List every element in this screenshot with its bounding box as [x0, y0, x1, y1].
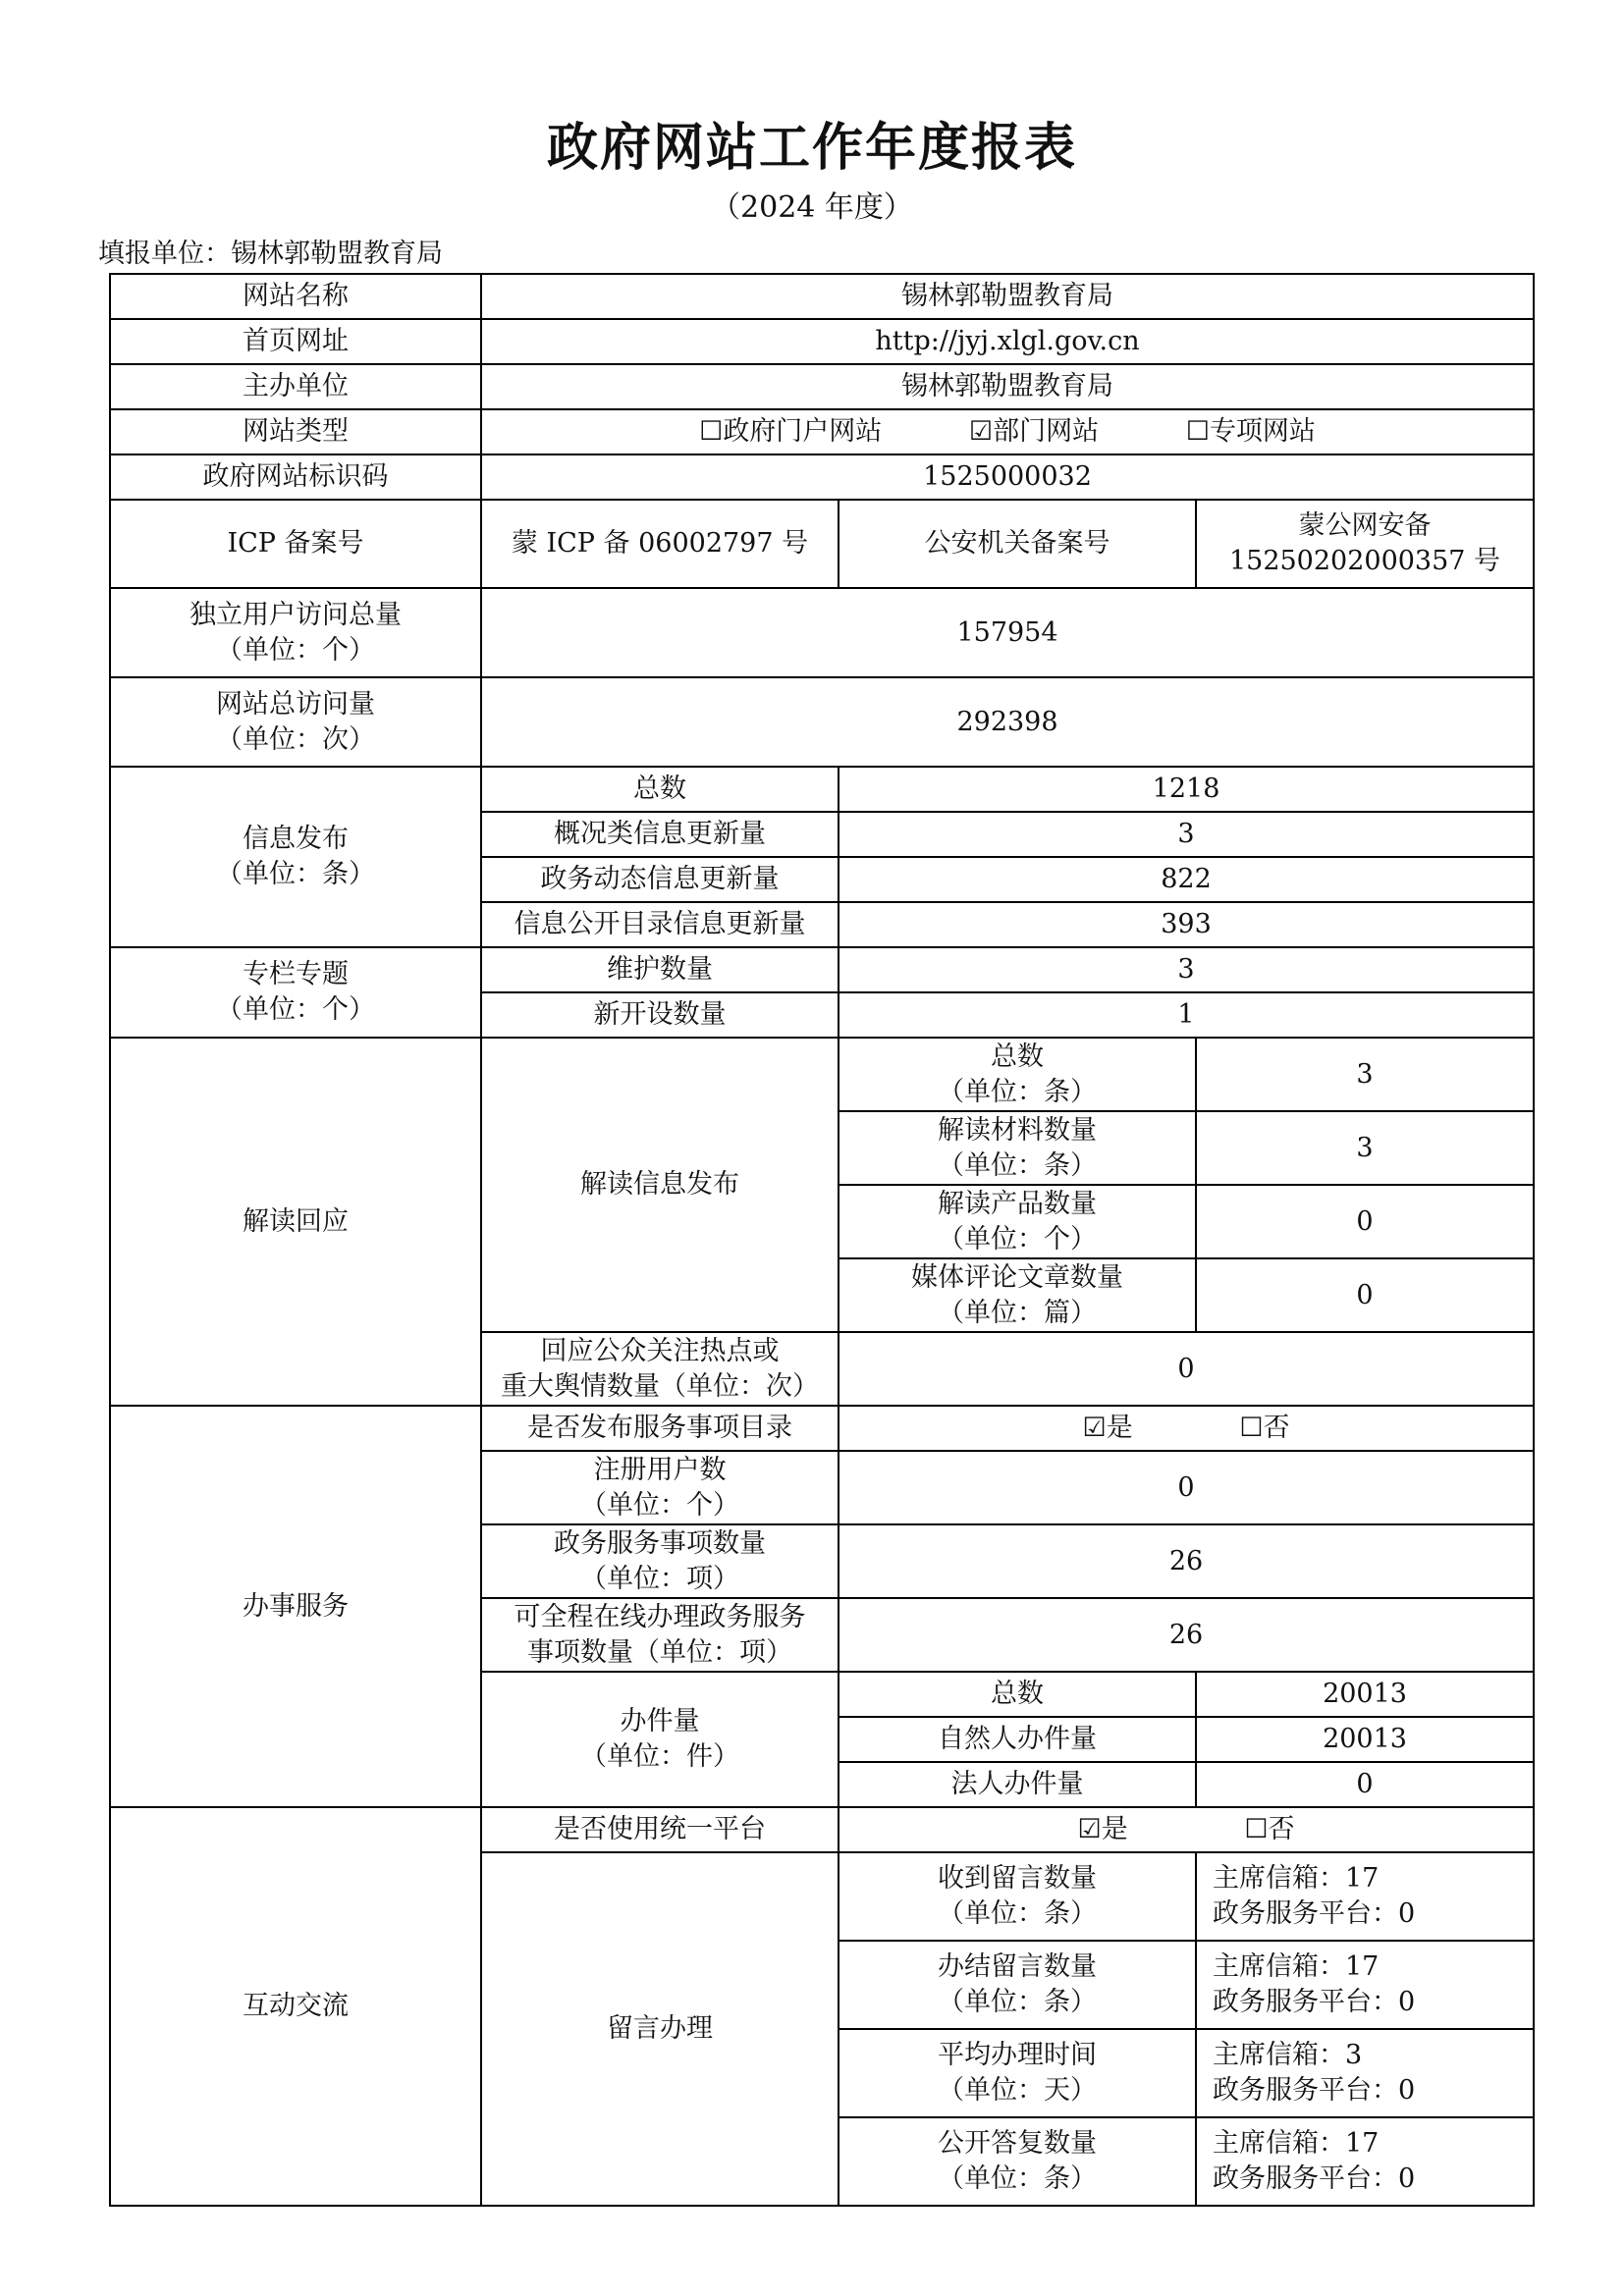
message-item-unit: （单位：条） [938, 1898, 1097, 1929]
row-total-visits [110, 677, 1534, 767]
registered-users-label-text: 注册用户数 [593, 1454, 727, 1485]
message-mailbox-count: 主席信箱：17 [1213, 1951, 1380, 1983]
icp-value: 蒙 ICP 备 06002797 号 [481, 500, 839, 588]
interp-item-name: 总数 [991, 1041, 1044, 1072]
service-items-label [481, 1524, 839, 1598]
site-name-value: 锡林郭勒盟教育局 [481, 274, 1534, 319]
site-name-label: 网站名称 [110, 274, 481, 319]
message-item-name: 办结留言数量 [938, 1951, 1097, 1983]
info-item-label: 总数 [481, 767, 839, 812]
columns-item-label: 维护数量 [481, 947, 839, 992]
interp-item-name: 解读产品数量 [938, 1188, 1097, 1219]
cases-item-label: 总数 [839, 1672, 1196, 1717]
row-site-name [110, 274, 1534, 319]
platform-yes-label: 是 [1101, 1814, 1128, 1845]
interp-item-value: 0 [1196, 1185, 1534, 1258]
message-item-value [1196, 1852, 1534, 1941]
columns-item-value: 1 [839, 992, 1534, 1038]
row-service-catalog [110, 1406, 1534, 1451]
row-unique-visitors [110, 588, 1534, 677]
interpretation-label: 解读回应 [110, 1038, 481, 1406]
message-item-name: 公开答复数量 [938, 2128, 1097, 2160]
info-item-value: 1218 [839, 767, 1534, 812]
row-site-type [110, 409, 1534, 454]
option-portal [699, 414, 882, 450]
interp-item-label [839, 1111, 1196, 1185]
platform-label: 是否使用统一平台 [481, 1807, 839, 1852]
catalog-yes-checkbox: ☑ [1082, 1413, 1107, 1444]
catalog-yes-label: 是 [1106, 1413, 1133, 1444]
interp-item-label [839, 1258, 1196, 1332]
columns-unit: （单位：个） [216, 994, 375, 1025]
message-item-unit: （单位：条） [938, 1987, 1097, 2017]
department-checkbox: ☑ [968, 416, 994, 448]
info-release-label-text: 信息发布 [243, 824, 349, 855]
message-item-unit: （单位：天） [938, 2075, 1097, 2106]
message-item-label [839, 2029, 1196, 2117]
icp-label: ICP 备案号 [110, 500, 481, 588]
message-item-value [1196, 2117, 1534, 2206]
catalog-no-label: 否 [1263, 1413, 1290, 1444]
service-catalog-label: 是否发布服务事项目录 [481, 1406, 839, 1451]
response-label [481, 1332, 839, 1406]
online-items-unit: 事项数量（单位：项） [527, 1636, 792, 1668]
info-item-label: 信息公开目录信息更新量 [481, 902, 839, 947]
option-special [1186, 414, 1316, 450]
homepage-label: 首页网址 [110, 319, 481, 364]
message-item-name: 收到留言数量 [938, 1863, 1097, 1895]
interp-item-unit: （单位：条） [938, 1076, 1097, 1107]
columns-label-text: 专栏专题 [243, 959, 349, 990]
interpretation-sub-label: 解读信息发布 [481, 1038, 839, 1332]
message-platform-count: 政务服务平台：0 [1213, 2163, 1416, 2194]
messages-label: 留言办理 [481, 1852, 839, 2206]
cases-item-value: 20013 [1196, 1717, 1534, 1762]
catalog-no-checkbox: ☐ [1239, 1413, 1264, 1444]
total-visits-value: 292398 [481, 677, 1534, 767]
total-visits-label-text: 网站总访问量 [216, 688, 375, 720]
special-checkbox: ☐ [1185, 416, 1210, 448]
registered-users-unit: （单位：个） [580, 1489, 739, 1521]
unique-visitors-label [110, 588, 481, 677]
message-item-value [1196, 1941, 1534, 2029]
interp-item-value: 0 [1196, 1258, 1534, 1332]
interp-item-value: 3 [1196, 1038, 1534, 1111]
message-platform-count: 政务服务平台：0 [1213, 1987, 1416, 2017]
registered-users-label [481, 1451, 839, 1524]
total-visits-label [110, 677, 481, 767]
service-items-unit: （单位：项） [580, 1563, 739, 1594]
services-label: 办事服务 [110, 1406, 481, 1807]
platform-no-label: 否 [1268, 1814, 1295, 1845]
interp-item-unit: （单位：条） [938, 1149, 1097, 1181]
platform-no-option [1244, 1812, 1294, 1847]
police-record-value [1196, 500, 1534, 588]
reporting-unit-value: 锡林郭勒盟教育局 [231, 239, 443, 269]
response-value: 0 [839, 1332, 1534, 1406]
service-items-label-text: 政务服务事项数量 [554, 1527, 766, 1559]
police-record-label: 公安机关备案号 [839, 500, 1196, 588]
online-items-label-text: 可全程在线办理政务服务 [514, 1601, 806, 1632]
portal-option-label: 政府门户网站 [723, 416, 883, 448]
service-items-value: 26 [839, 1524, 1534, 1598]
cases-unit: （单位：件） [580, 1741, 739, 1772]
columns-item-label: 新开设数量 [481, 992, 839, 1038]
site-type-label: 网站类型 [110, 409, 481, 454]
info-release-label [110, 767, 481, 947]
service-catalog-options [839, 1406, 1534, 1451]
unique-visitors-unit: （单位：个） [216, 634, 375, 666]
message-item-label [839, 1941, 1196, 2029]
interp-item-name: 解读材料数量 [938, 1114, 1097, 1146]
interaction-label: 互动交流 [110, 1807, 481, 2206]
sponsor-value: 锡林郭勒盟教育局 [481, 364, 1534, 409]
message-mailbox-count: 主席信箱：17 [1213, 1863, 1380, 1895]
row-interp-total [110, 1038, 1534, 1111]
info-release-unit: （单位：条） [216, 859, 375, 889]
row-info-total [110, 767, 1534, 812]
message-item-name: 平均办理时间 [938, 2040, 1097, 2071]
total-visits-unit: （单位：次） [216, 723, 375, 755]
cases-item-label: 法人办件量 [839, 1762, 1196, 1807]
report-title: 政府网站工作年度报表 [546, 119, 1077, 178]
message-platform-count: 政务服务平台：0 [1213, 2075, 1416, 2106]
info-item-value: 3 [839, 812, 1534, 857]
police-record-line-2: 15250202000357 号 [1228, 546, 1501, 576]
unique-visitors-label-text: 独立用户访问总量 [189, 599, 402, 630]
reporting-unit [98, 232, 443, 270]
info-item-value: 822 [839, 857, 1534, 902]
department-option-label: 部门网站 [993, 416, 1100, 448]
homepage-url: http://jyj.xlgl.gov.cn [481, 319, 1534, 364]
cases-item-value: 0 [1196, 1762, 1534, 1807]
site-id-label: 政府网站标识码 [110, 454, 481, 500]
interp-item-unit: （单位：个） [938, 1223, 1097, 1255]
registered-users-value: 0 [839, 1451, 1534, 1524]
message-mailbox-count: 主席信箱：17 [1213, 2128, 1380, 2160]
platform-yes-checkbox: ☑ [1077, 1814, 1102, 1845]
row-homepage [110, 319, 1534, 364]
row-sponsor [110, 364, 1534, 409]
row-unified-platform [110, 1807, 1534, 1852]
cases-item-label: 自然人办件量 [839, 1717, 1196, 1762]
online-items-value: 26 [839, 1598, 1534, 1672]
reporting-unit-label: 填报单位： [98, 239, 231, 269]
response-label-line-2: 重大舆情数量（单位：次） [501, 1370, 819, 1402]
platform-options [839, 1807, 1534, 1852]
catalog-no-option [1239, 1411, 1289, 1446]
special-option-label: 专项网站 [1209, 416, 1316, 448]
interp-item-label [839, 1185, 1196, 1258]
message-mailbox-count: 主席信箱：3 [1213, 2040, 1363, 2071]
row-columns-maintained [110, 947, 1534, 992]
online-items-label [481, 1598, 839, 1672]
message-item-label [839, 1852, 1196, 1941]
site-type-options [481, 409, 1534, 454]
platform-no-checkbox: ☐ [1244, 1814, 1269, 1845]
report-table [109, 273, 1535, 2207]
response-label-line-1: 回应公众关注热点或 [540, 1335, 780, 1366]
cases-label-text: 办件量 [620, 1706, 700, 1737]
interp-item-name: 媒体评论文章数量 [911, 1261, 1123, 1293]
columns-item-value: 3 [839, 947, 1534, 992]
info-item-value: 393 [839, 902, 1534, 947]
site-id-value: 1525000032 [481, 454, 1534, 500]
police-record-line-1: 蒙公网安备 [1298, 510, 1432, 542]
info-item-label: 概况类信息更新量 [481, 812, 839, 857]
cases-label [481, 1672, 839, 1807]
cases-item-value: 20013 [1196, 1672, 1534, 1717]
unique-visitors-value: 157954 [481, 588, 1534, 677]
option-department [969, 414, 1099, 450]
message-item-unit: （单位：条） [938, 2163, 1097, 2194]
row-icp [110, 500, 1534, 588]
message-item-value [1196, 2029, 1534, 2117]
sponsor-label: 主办单位 [110, 364, 481, 409]
message-item-label [839, 2117, 1196, 2206]
platform-yes-option [1078, 1812, 1128, 1847]
interp-item-value: 3 [1196, 1111, 1534, 1185]
interp-item-label [839, 1038, 1196, 1111]
catalog-yes-option [1083, 1411, 1133, 1446]
info-item-label: 政务动态信息更新量 [481, 857, 839, 902]
row-site-id [110, 454, 1534, 500]
report-year: （2024 年度） [711, 190, 913, 225]
portal-checkbox: ☐ [699, 416, 724, 448]
message-platform-count: 政务服务平台：0 [1213, 1898, 1416, 1929]
columns-label [110, 947, 481, 1038]
interp-item-unit: （单位：篇） [938, 1297, 1097, 1328]
